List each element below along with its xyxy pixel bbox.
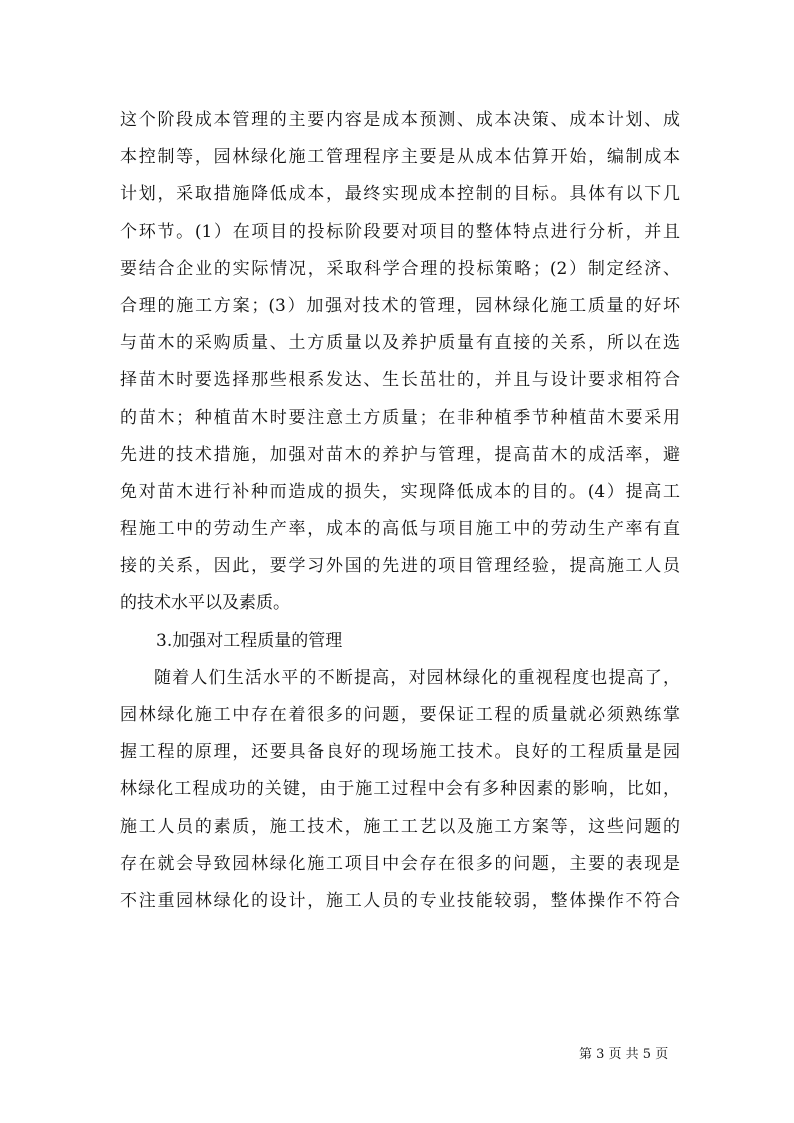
text-line: 这个阶段成本管理的主要内容是成本预测、成本决策、成本计划、成 xyxy=(120,110,680,130)
document-body xyxy=(120,102,680,920)
text-line: 随着人们生活水平的不断提高，对园林绿化的重视程度也提高了， xyxy=(154,667,680,688)
page-number-footer: 第 3 页 共 5 页 xyxy=(579,1047,669,1062)
text-line: 免对苗木进行补种而造成的损失，实现降低成本的目的。(4）提高工 xyxy=(120,481,680,502)
text-line: 园林绿化施工中存在着很多的问题，要保证工程的质量就必须熟练掌 xyxy=(120,705,680,725)
text-line: 握工程的原理，还要具备良好的现场施工技术。良好的工程质量是园 xyxy=(120,742,680,763)
text-line: 的苗木；种植苗木时要注意土方质量；在非种植季节种植苗木要采用 xyxy=(120,407,680,428)
text-line: 先进的技术措施，加强对苗木的养护与管理，提高苗木的成活率，避 xyxy=(120,444,680,465)
text-line: 接的关系，因此，要学习外国的先进的项目管理经验，提高施工人员 xyxy=(120,556,680,577)
text-line: 合理的施工方案；(3）加强对技术的管理，园林绿化施工质量的好坏 xyxy=(120,295,680,316)
text-line: 的技术水平以及素质。 xyxy=(120,593,290,614)
text-line: 不注重园林绿化的设计，施工人员的专业技能较弱，整体操作不符合 xyxy=(120,890,680,911)
text-line: 本控制等，园林绿化施工管理程序主要是从成本估算开始，编制成本 xyxy=(120,147,680,168)
text-line: 与苗木的采购质量、土方质量以及养护质量有直接的关系，所以在选 xyxy=(120,333,680,354)
text-line: 林绿化工程成功的关键，由于施工过程中会有多种因素的影响，比如， xyxy=(120,779,680,800)
paragraph-cost-management xyxy=(120,102,680,623)
text-line: 施工人员的素质，施工技术，施工工艺以及施工方案等，这些问题的 xyxy=(120,816,680,837)
text-line: 个环节。(1）在项目的投标阶段要对项目的整体特点进行分析，并且 xyxy=(120,221,680,242)
text-line: 择苗木时要选择那些根系发达、生长茁壮的，并且与设计要求相符合 xyxy=(120,370,680,391)
paragraph-quality-management xyxy=(120,660,680,920)
text-line: 计划，采取措施降低成本，最终实现成本控制的目标。具体有以下几 xyxy=(120,184,680,205)
text-line: 程施工中的劳动生产率，成本的高低与项目施工中的劳动生产率有直 xyxy=(120,519,680,540)
section-heading: 3.加强对工程质量的管理 xyxy=(156,630,343,651)
text-line: 要结合企业的实际情况，采取科学合理的投标策略；(2）制定经济、 xyxy=(120,258,680,279)
text-line: 存在就会导致园林绿化施工项目中会存在很多的问题，主要的表现是 xyxy=(120,853,680,874)
